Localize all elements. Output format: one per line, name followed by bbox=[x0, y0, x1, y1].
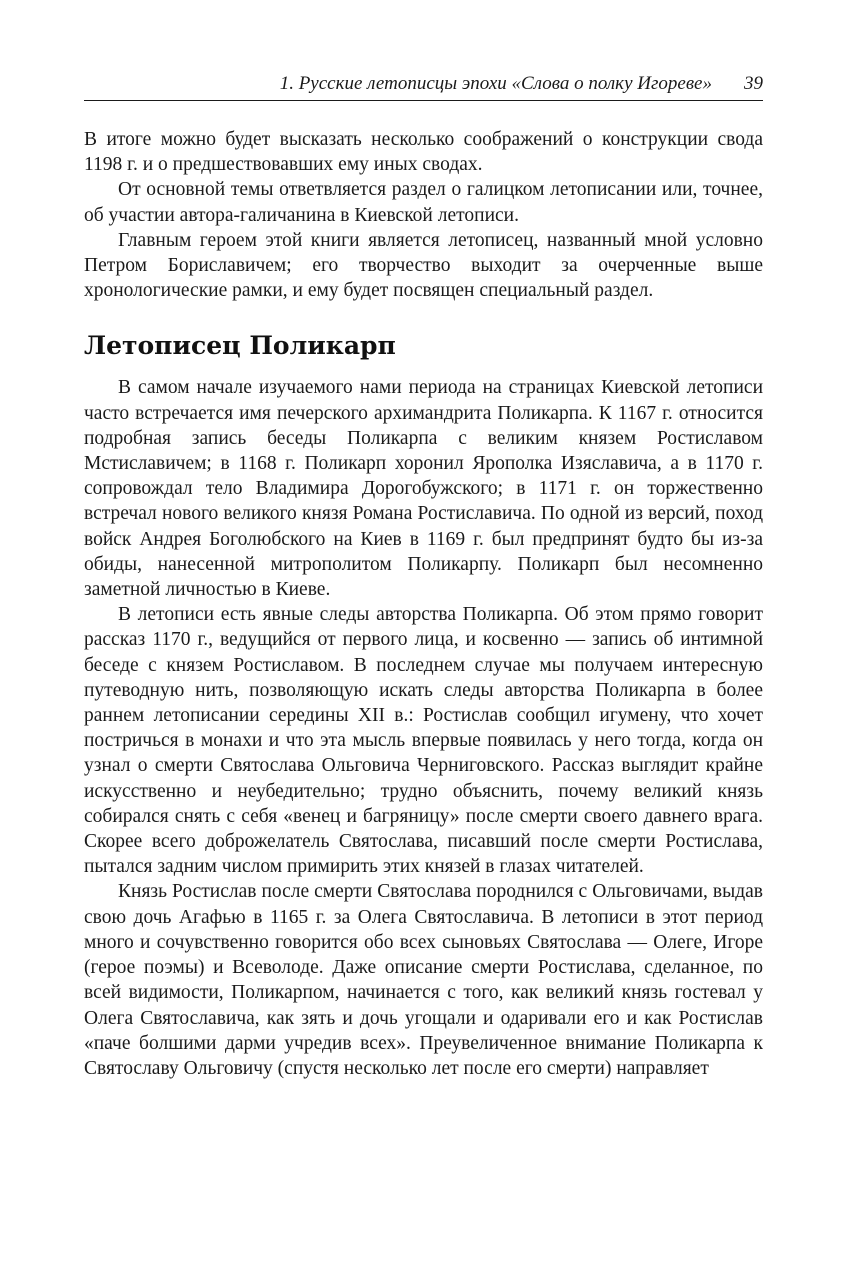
running-title: 1. Русские летописцы эпохи «Слова о полку Игореве» bbox=[279, 73, 712, 94]
running-header bbox=[84, 72, 763, 101]
book-page bbox=[84, 72, 763, 1081]
page-body bbox=[84, 127, 763, 1081]
paragraph: В летописи есть явные следы авторства Поликарпа. Об этом прямо говорит рассказ 1170 г., ведущийся от первого лица, и косвенно — запись об интимной беседе с князем Ростиславом. В последнем случае мы получаем интересную путеводную нить, позволяющую искать следы авторства Поликарпа в более раннем летописании середины XII в.: Ростислав сообщил игумену, что хочет постричься в монахи и что эта мысль впервые появилась у него тогда, когда он узнал о смерти Святослава Ольговича Черниговского. Рассказ выглядит крайне искусственно и неубедительно; трудно объяснить, почему великий князь собирался снять с себя «венец и багряницу» после смерти своего давнего врага. Скорее всего доброжелатель Святослава, писавший после смерти Ростислава, пытался задним числом примирить этих князей в глазах читателей. bbox=[84, 604, 763, 878]
paragraph: От основной темы ответвляется раздел о галицком летописании или, точнее, об участии автора-галичанина в Киевской летописи. bbox=[84, 179, 763, 226]
section-heading: Летописец Поликарп bbox=[84, 331, 396, 361]
paragraph: В итоге можно будет высказать несколько соображений о конструкции свода 1198 г. и о предшествовавших ему иных сводах. bbox=[84, 129, 763, 176]
paragraph: Главным героем этой книги является летописец, названный мной условно Петром Бориславичем; его творчество выходит за очерченные выше хронологические рамки, и ему будет посвящен специальный раздел. bbox=[84, 229, 763, 302]
paragraph: В самом начале изучаемого нами периода на страницах Киевской летописи часто встречается имя печерского архимандрита Поликарпа. К 1167 г. относится подробная запись беседы Поликарпа с великим князем Ростиславом Мстиславичем; в 1168 г. Поликарп хоронил Ярополка Изяславича, а в 1170 г. сопровождал тело Владимира Дорогобужского; в 1171 г. он торжественно встречал нового великого князя Романа Ростиславича. По одной из версий, поход войск Андрея Боголюбского на Киев в 1169 г. был предпринят будто бы из-за обиды, нанесенной митрополитом Поликарпу. Поликарп был несомненно заметной личностью в Киеве. bbox=[84, 377, 763, 601]
paragraph: Князь Ростислав после смерти Святослава породнился с Ольговичами, выдав свою дочь Агафью в 1165 г. за Олега Святославича. В летописи в этот период много и сочувственно говорится обо всех сыновьях Святослава — Олеге, Игоре (герое поэмы) и Всеволоде. Даже описание смерти Ростислава, сделанное, по всей видимости, Поликарпом, начинается с того, как великий князь гостевал у Олега Святославича, как зять и дочь угощали и одаривали его и как Ростислав «паче болшими дарми учредив всех». Преувеличенное внимание Поликарпа к Святославу Ольговичу (спустя несколько лет после его смерти) направляет bbox=[84, 881, 763, 1079]
page-number: 39 bbox=[744, 73, 763, 94]
